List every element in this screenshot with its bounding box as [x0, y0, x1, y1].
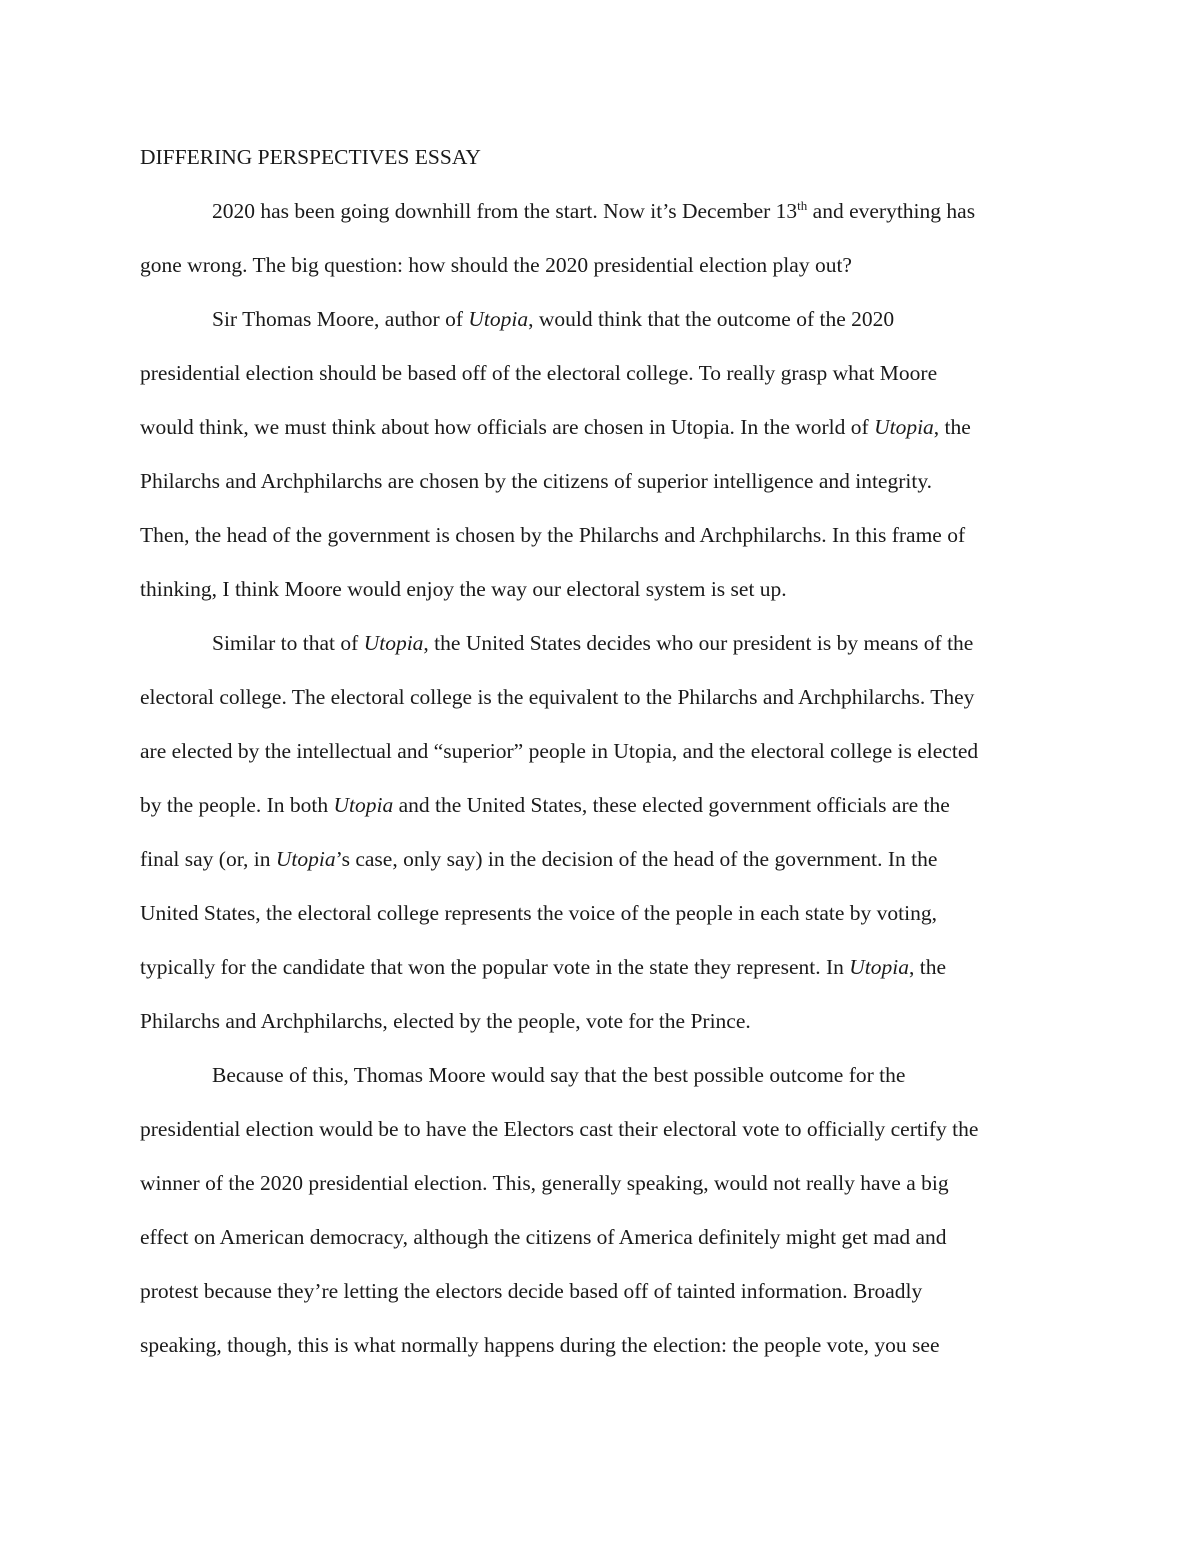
text-line — [140, 957, 946, 979]
italic-title: Utopia — [874, 415, 934, 439]
text-segment: presidential election should be based off of the electoral college. To really grasp what Moore — [140, 361, 938, 385]
text-line — [140, 579, 787, 601]
text-segment: Philarchs and Archphilarchs are chosen by the citizens of superior intelligence and integrity. — [140, 469, 933, 493]
text-segment: and the United States, these elected government officials are the — [393, 793, 950, 817]
text-segment: Similar to that of — [212, 631, 364, 655]
text-line — [140, 687, 974, 709]
superscript: th — [797, 197, 808, 213]
text-segment: electoral college. The electoral college is the equivalent to the Philarchs and Archphilarchs. They — [140, 685, 975, 709]
text-segment: , the — [933, 415, 971, 439]
italic-title: Utopia — [333, 793, 394, 817]
italic-title: Utopia — [849, 955, 909, 979]
text-segment: would think, we must think about how officials are chosen in Utopia. In the world of — [140, 415, 875, 439]
text-segment: Then, the head of the government is chosen by the Philarchs and Archphilarchs. In this frame of — [140, 523, 966, 547]
text-line — [140, 363, 937, 385]
text-line — [212, 197, 976, 223]
text-line — [140, 1335, 940, 1357]
italic-title: Utopia — [275, 847, 336, 871]
text-segment: Sir Thomas Moore, author of — [212, 307, 469, 331]
text-segment: , would think that the outcome of the 2020 — [528, 307, 895, 331]
text-segment: Philarchs and Archphilarchs, elected by the people, vote for the Prince. — [140, 1009, 751, 1033]
italic-title: Utopia — [468, 307, 529, 331]
text-line — [140, 1119, 978, 1141]
text-segment: , the — [909, 955, 947, 979]
document-title: DIFFERING PERSPECTIVES ESSAY — [140, 145, 481, 169]
text-line — [140, 903, 937, 925]
text-segment: gone wrong. The big question: how should the 2020 presidential election play out? — [140, 253, 852, 277]
text-segment: and everything has — [807, 199, 976, 223]
text-line — [140, 741, 978, 763]
text-segment: are elected by the intellectual and “superior” people in Utopia, and the electoral college is elected — [140, 739, 979, 763]
text-line — [140, 1281, 922, 1303]
text-line — [140, 1227, 947, 1249]
text-segment: final say (or, in — [140, 847, 276, 871]
text-line — [212, 1065, 905, 1087]
text-line — [212, 309, 894, 331]
text-segment: protest because they’re letting the electors decide based off of tainted information. Broadly — [140, 1279, 923, 1303]
text-segment: speaking, though, this is what normally happens during the election: the people vote, you see — [140, 1333, 940, 1357]
text-segment: ’s case, only say) in the decision of the head of the government. In the — [335, 847, 938, 871]
text-line — [140, 1173, 949, 1195]
text-segment: winner of the 2020 presidential election. This, generally speaking, would not really have a big — [140, 1171, 949, 1195]
text-segment: thinking, I think Moore would enjoy the way our electoral system is set up. — [140, 577, 787, 601]
text-segment: typically for the candidate that won the popular vote in the state they represent. In — [140, 955, 850, 979]
text-line — [140, 795, 950, 817]
text-segment: presidential election would be to have the Electors cast their electoral vote to officially certify the — [140, 1117, 979, 1141]
text-segment: by the people. In both — [140, 793, 334, 817]
text-line — [140, 255, 852, 277]
text-segment: United States, the electoral college represents the voice of the people in each state by voting, — [140, 901, 938, 925]
italic-title: Utopia — [363, 631, 424, 655]
text-segment: 2020 has been going downhill from the start. Now it’s December 13 — [212, 199, 798, 223]
text-line — [140, 417, 971, 439]
text-line — [140, 471, 932, 493]
text-line — [140, 849, 937, 871]
text-segment: , the United States decides who our president is by means of the — [423, 631, 974, 655]
text-segment: Because of this, Thomas Moore would say that the best possible outcome for the — [212, 1063, 906, 1087]
text-line — [140, 1011, 751, 1033]
text-segment: effect on American democracy, although the citizens of America definitely might get mad and — [140, 1225, 947, 1249]
text-line — [212, 633, 973, 655]
text-line — [140, 525, 965, 547]
